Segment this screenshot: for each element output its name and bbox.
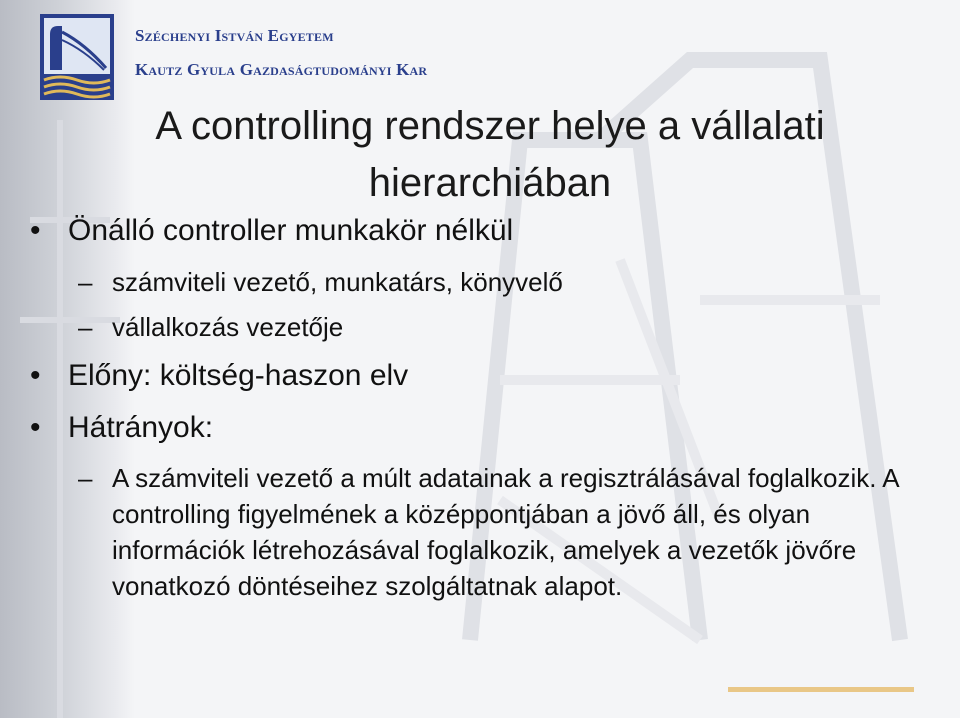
bullet-icon: • — [30, 411, 41, 444]
list-item-text: Előny: költség-haszon elv — [68, 359, 409, 392]
list-item-text: Hátrányok: — [68, 411, 214, 444]
dash-icon: – — [78, 463, 93, 493]
university-logo-icon — [40, 14, 114, 100]
title-line-1: A controlling rendszer helye a vállalati — [155, 104, 825, 148]
university-name: Széchenyi István Egyetem — [135, 26, 334, 45]
list-item-text: vállalkozás vezetője — [112, 312, 344, 342]
slide-title — [60, 98, 920, 212]
title-line-2: hierarchiában — [368, 161, 612, 205]
list-item-text: Önálló controller munkakör nélkül — [68, 214, 514, 247]
bullet-icon: • — [30, 359, 41, 392]
list-item-text: számviteli vezető, munkatárs, könyvelő — [112, 267, 563, 297]
dash-icon: – — [78, 312, 93, 342]
accent-bar — [728, 687, 914, 692]
bullet-icon: • — [30, 214, 41, 247]
list-item-text: A számviteli vezető a múlt adatainak a regisztrálásával foglalkozik. A controlling figyelmének a középpontjában a jövő áll, és olyan információk létrehozásával foglalkozik, amelyek a vezetők jövőre vonatkozó döntéseihez szolgáltatnak alapot. — [112, 463, 899, 601]
faculty-name: Kautz Gyula Gazdaságtudományi Kar — [135, 60, 428, 79]
dash-icon: – — [78, 267, 93, 297]
